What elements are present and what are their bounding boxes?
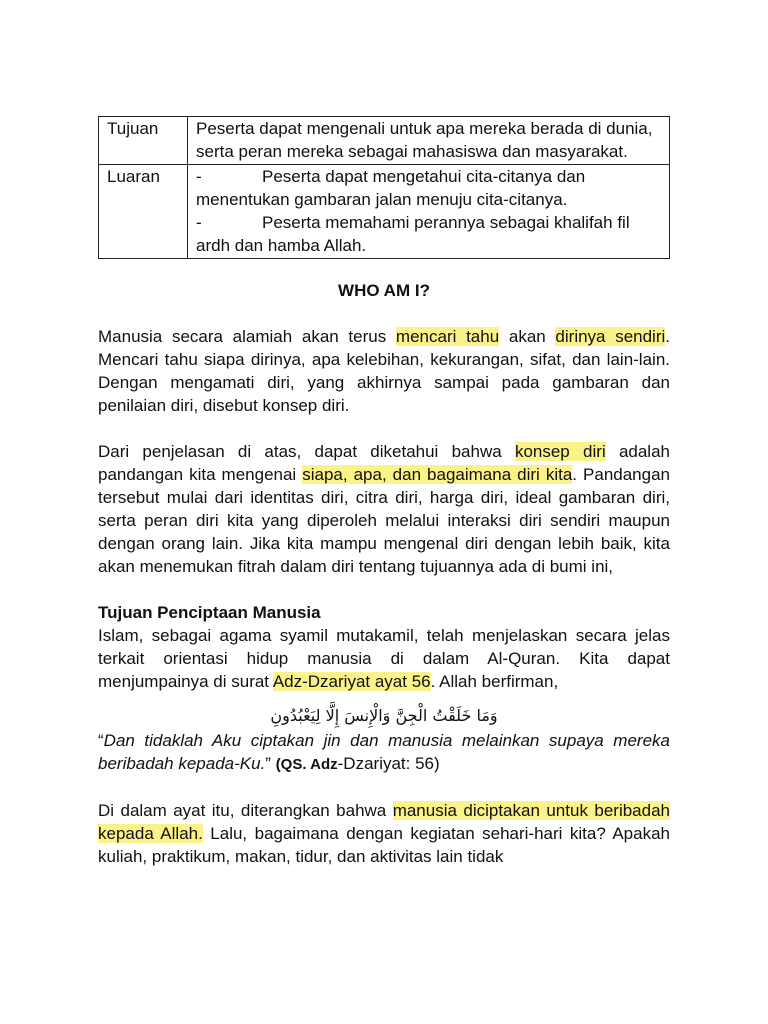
highlight: konsep diri bbox=[514, 442, 606, 461]
paragraph-intro bbox=[98, 325, 670, 417]
text-run: ” bbox=[265, 754, 276, 773]
highlight: siapa, apa, dan bagaimana diri kita bbox=[302, 465, 573, 484]
text-run: adalah pandangan kita mengenai bbox=[98, 442, 670, 484]
highlight: Adz-Dzariyat ayat 56 bbox=[272, 672, 431, 691]
text-run: -Dzariyat: 56) bbox=[337, 754, 440, 773]
table-label-cell: Tujuan bbox=[99, 117, 188, 165]
highlight: dirinya sendiri bbox=[555, 327, 666, 346]
italic-text: Dan tidaklah Aku ciptakan jin dan manusia melainkan supaya mereka beribadah kepada-Ku. bbox=[98, 731, 670, 773]
section-title: WHO AM I? bbox=[338, 281, 430, 300]
subheading: Tujuan Penciptaan Manusia bbox=[98, 603, 321, 622]
objectives-table bbox=[98, 116, 670, 259]
bullet-dash: - bbox=[196, 167, 202, 186]
verse-reference: (QS. Adz bbox=[275, 756, 338, 773]
paragraph-concept bbox=[98, 440, 670, 578]
text-run: Lalu, bagaimana dengan kegiatan sehari-hari kita? Apakah kuliah, praktikum, makan, tidur, dan aktivitas lain tidak bbox=[98, 824, 670, 866]
table-label-cell: Luaran bbox=[99, 165, 188, 259]
bullet-continuation: ardh dan hamba Allah. bbox=[196, 236, 367, 255]
highlight: mencari tahu bbox=[395, 327, 500, 346]
text-run: . Pandangan tersebut mulai dari identitas diri, citra diri, harga diri, ideal gambaran diri, serta peran diri kita yang diperoleh melalui interaksi diri sendiri maupun dengan orang lain. Jika kita mampu mengenal diri dengan lebih baik, kita akan menemukan fitrah dalam diri tentang tujuannya ada di bumi ini, bbox=[98, 465, 670, 576]
text-run: “ bbox=[98, 731, 104, 750]
text-run: Islam, sebagai agama syamil mutakamil, telah menjelaskan secara jelas terkait orientasi hidup manusia di dalam Al-Quran. Kita dapat menjumpainya di surat bbox=[98, 626, 670, 691]
paragraph-worship bbox=[98, 799, 670, 868]
table-row bbox=[99, 165, 670, 259]
text-run: akan bbox=[499, 327, 556, 346]
bullet-item bbox=[196, 211, 661, 234]
table-row bbox=[99, 117, 670, 165]
bullet-text: Peserta dapat mengetahui cita-citanya dan bbox=[262, 167, 586, 186]
highlight: manusia diciptakan untuk beribadah kepada Allah. bbox=[98, 801, 670, 843]
verse-translation bbox=[98, 729, 670, 776]
text-run: Dari penjelasan di atas, dapat diketahui bahwa bbox=[98, 442, 515, 461]
text-run: Manusia secara alamiah akan terus bbox=[98, 327, 396, 346]
text-run: . Mencari tahu siapa dirinya, apa kelebihan, kekurangan, sifat, dan lain-lain. Dengan mengamati diri, yang akhirnya sampai pada gambaran dan penilaian diri, disebut konsep diri. bbox=[98, 327, 671, 415]
arabic-verse: وَمَا خَلَقْتُ الْجِنَّ وَالْإِنسَ إِلَّا لِيَعْبُدُونِ bbox=[270, 706, 498, 725]
text-run: . Allah berfirman, bbox=[430, 672, 559, 691]
table-bullets-cell bbox=[188, 165, 670, 259]
paragraph-purpose bbox=[98, 624, 670, 693]
bullet-text: Peserta memahami perannya sebagai khalifah fil bbox=[262, 213, 630, 232]
text-run: Di dalam ayat itu, diterangkan bahwa bbox=[98, 801, 393, 820]
bullet-item bbox=[196, 165, 661, 188]
document-page bbox=[98, 116, 670, 868]
bullet-continuation: menentukan gambaran jalan menuju cita-citanya. bbox=[196, 190, 568, 209]
bullet-dash: - bbox=[196, 213, 202, 232]
table-text-cell: Peserta dapat mengenali untuk apa mereka berada di dunia, serta peran mereka sebagai mahasiswa dan masyarakat. bbox=[188, 117, 670, 165]
